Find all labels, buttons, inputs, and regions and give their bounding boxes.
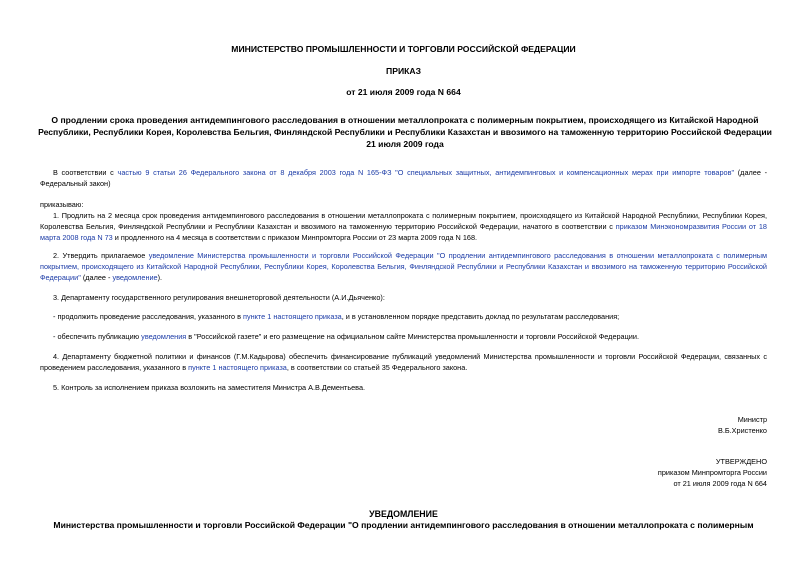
item-2-text-3: ). — [157, 273, 163, 282]
approval-line-1: приказом Минпромторга России — [657, 468, 767, 477]
preamble-text-2: (далее - Федеральный закон) — [40, 168, 767, 188]
item-2-text-1: 2. Утвердить прилагаемое — [53, 251, 149, 260]
item-1-text-1: 1. Продлить на 2 месяца срок проведения антидемпингового расследования в отношении металлопроката с полимерным покрытием, происходящего из Китайской Народной Республики, Республики Корея, Королевства Бельгия, Финляндской Республики и Республики Казахстан и ввозимого на таможенную территорию Российской Федерации, начатого в соответствии с — [40, 211, 767, 231]
notice-publication-link[interactable]: уведомления — [141, 332, 187, 341]
item-1-ref-link-2[interactable]: пункте 1 настоящего приказа — [188, 363, 287, 372]
item-3a-paragraph — [40, 311, 767, 322]
preamble-text-1: В соответствии с — [53, 168, 118, 177]
order-minekonom-link[interactable]: приказом Минэкономразвития России от 18 марта 2008 года N 73 — [40, 222, 767, 242]
document-subject: О продлении срока проведения антидемпингового расследования в отношении металлопроката с полимерным покрытием, происходящего из Китайской Народной Республики, Республики Корея, Королевства Бельгия, Финляндской Республики и Республики Казахстан и ввозимого на таможенную территорию Российской Федерации 21 июля 2009 года — [38, 115, 772, 149]
document-type: ПРИКАЗ — [386, 66, 421, 76]
item-1-paragraph — [40, 210, 767, 243]
item-3b-text-1: - обеспечить публикацию — [53, 332, 142, 341]
item-4-text-1: 4. Департаменту бюджетной политики и финансов (Г.М.Кадырова) обеспечить финансирование публикаций уведомлений Министерства промышленности и торговли Российской Федерации, связанных с проведением расследования, указанного в — [40, 352, 767, 372]
notice-short-link[interactable]: уведомление — [112, 273, 158, 282]
item-3a-text-1: - продолжить проведение расследования, указанного в — [53, 312, 244, 321]
approval-title: УТВЕРЖДЕНО — [715, 457, 767, 466]
item-4-paragraph — [40, 351, 767, 373]
signature-position: Министр — [737, 415, 767, 424]
item-2-paragraph — [40, 250, 767, 283]
item-4-text-2: , в соответствии со статьей 35 Федерального закона. — [286, 363, 468, 372]
notice-title: УВЕДОМЛЕНИЕ — [369, 509, 438, 519]
law-165-link[interactable]: частью 9 статьи 26 Федерального закона от 8 декабря 2003 года N 165-ФЗ "О специальных защитных, антидемпинговых и компенсационных мерах при импорте товаров" — [117, 168, 735, 177]
item-1-ref-link[interactable]: пункте 1 настоящего приказа — [243, 312, 342, 321]
item-5-paragraph: 5. Контроль за исполнением приказа возложить на заместителя Министра А.В.Дементьева. — [53, 383, 366, 392]
document-date-number: от 21 июля 2009 года N 664 — [346, 87, 461, 97]
approval-line-2: от 21 июля 2009 года N 664 — [673, 479, 767, 488]
notice-full-link[interactable]: уведомление Министерства промышленности и торговли Российской Федерации "О продлении антидемпингового расследования в отношении металлопроката с полимерным покрытием, происходящего из Китайской Народной Республики, Республики Корея, Королевства Бельгия, Финляндской Республики и Республики Казахстан и ввозимого на таможенную территорию Российской Федерации" — [40, 251, 767, 282]
ministry-heading: МИНИСТЕРСТВО ПРОМЫШЛЕННОСТИ И ТОРГОВЛИ РОССИЙСКОЙ ФЕДЕРАЦИИ — [231, 44, 576, 54]
item-2-text-2: (далее - — [80, 273, 113, 282]
item-1-text-2: и продленного на 4 месяца в соответствии с приказом Минпромторга России от 23 марта 2009 года N 168. — [112, 233, 478, 242]
prikazyvayu-line: приказываю: — [40, 200, 84, 209]
item-3a-text-2: , и в установленном порядке представить доклад по результатам расследования; — [341, 312, 620, 321]
item-3b-text-2: в "Российской газете" и его размещение на официальном сайте Министерства промышленности и торговли Российской Федерации. — [186, 332, 639, 341]
notice-subtitle: Министерства промышленности и торговли Российской Федерации "О продлении антидемпингового расследования в отношении металлопроката с полимерным — [53, 520, 754, 530]
item-3-paragraph: 3. Департаменту государственного регулирования внешнеторговой деятельности (А.И.Дьяченко): — [53, 293, 385, 302]
signature-name: В.Б.Христенко — [717, 426, 767, 435]
preamble-paragraph — [40, 167, 767, 189]
item-3b-paragraph — [40, 331, 767, 342]
